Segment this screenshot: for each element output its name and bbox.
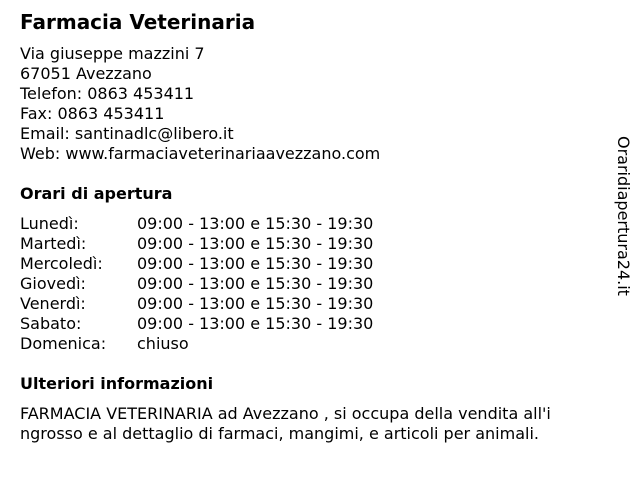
additional-info-heading: Ulteriori informazioni (20, 374, 214, 393)
website-address: Web: www.farmaciaveterinariaavezzano.com (20, 144, 381, 163)
time-value: 09:00 - 13:00 e 15:30 - 19:30 (137, 294, 374, 313)
day-label: Lunedì: (20, 214, 79, 233)
day-label: Sabato: (20, 314, 82, 333)
city-postal-code: 67051 Avezzano (20, 64, 152, 83)
day-label: Venerdì: (20, 294, 86, 313)
day-label: Mercoledì: (20, 254, 103, 273)
address-block (20, 44, 380, 164)
time-value: 09:00 - 13:00 e 15:30 - 19:30 (137, 314, 374, 333)
day-label: Giovedì: (20, 274, 86, 293)
day-label: Domenica: (20, 334, 107, 353)
time-value: 09:00 - 13:00 e 15:30 - 19:30 (137, 214, 374, 233)
street-address: Via giuseppe mazzini 7 (20, 44, 205, 63)
time-value: 09:00 - 13:00 e 15:30 - 19:30 (137, 274, 374, 293)
time-value: 09:00 - 13:00 e 15:30 - 19:30 (137, 234, 374, 253)
email-address: Email: santinadlc@libero.it (20, 124, 234, 143)
site-watermark: Oraridiapertura24.it (614, 136, 633, 296)
time-value: 09:00 - 13:00 e 15:30 - 19:30 (137, 254, 374, 273)
additional-info-text: FARMACIA VETERINARIA ad Avezzano , si occupa della vendita all'i ngrosso e al dettaglio di farmaci, mangimi, e articoli per animali. (20, 404, 551, 443)
time-value: chiuso (137, 334, 189, 353)
fax-number: Fax: 0863 453411 (20, 104, 165, 123)
phone-number: Telefon: 0863 453411 (20, 84, 195, 103)
opening-hours-heading: Orari di apertura (20, 184, 173, 203)
day-label: Martedì: (20, 234, 87, 253)
page-title: Farmacia Veterinaria (20, 10, 256, 34)
